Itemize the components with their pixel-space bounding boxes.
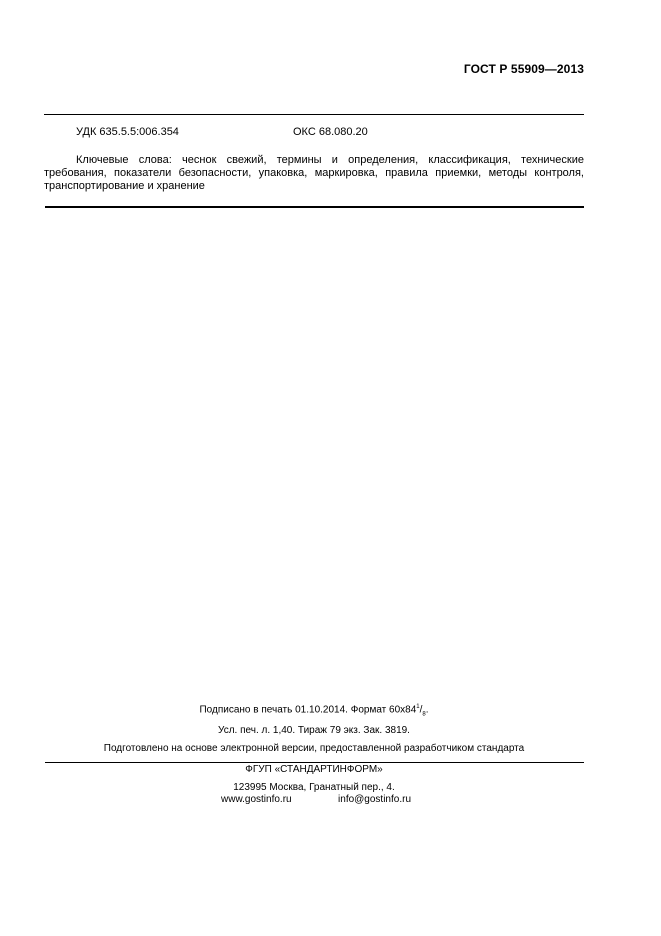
email-link[interactable]: info@gostinfo.ru xyxy=(338,794,411,805)
keywords-paragraph xyxy=(44,154,584,193)
signed-to-print: Подписано в печать 01.10.2014. Формат $60x84^1/_8$. xyxy=(199,704,429,718)
oks-code: ОКС 68.080.20 xyxy=(293,126,368,138)
format-numerator: 1 xyxy=(416,704,420,710)
print-details: Усл. печ. л. 1,40. Тираж 79 экз. Зак. 3819. xyxy=(218,725,410,736)
prepared-note: Подготовлено на основе электронной версии, предоставленной разработчиком стандарта xyxy=(103,743,525,754)
contact-row xyxy=(221,794,411,805)
keywords-line: транспортирование и хранение xyxy=(44,180,205,192)
keywords-line: Ключевые слова: чеснок свежий, термины и определения, классификация, технические xyxy=(76,154,584,166)
format-denominator: 8 xyxy=(422,711,426,718)
thick-divider xyxy=(45,206,584,208)
top-divider xyxy=(44,114,584,115)
standard-number: ГОСТ Р 55909—2013 xyxy=(463,62,584,76)
udk-code: УДК 635.5.5:006.354 xyxy=(76,126,179,138)
publisher-name: ФГУП «СТАНДАРТИНФОРМ» xyxy=(245,764,383,775)
publisher-address: 123995 Москва, Гранатный пер., 4. xyxy=(233,782,395,793)
website-link[interactable]: www.gostinfo.ru xyxy=(221,794,292,805)
keywords-line: требования, показатели безопасности, упаковка, маркировка, правила приемки, методы контроля, xyxy=(44,167,584,179)
footer-divider xyxy=(45,762,584,763)
